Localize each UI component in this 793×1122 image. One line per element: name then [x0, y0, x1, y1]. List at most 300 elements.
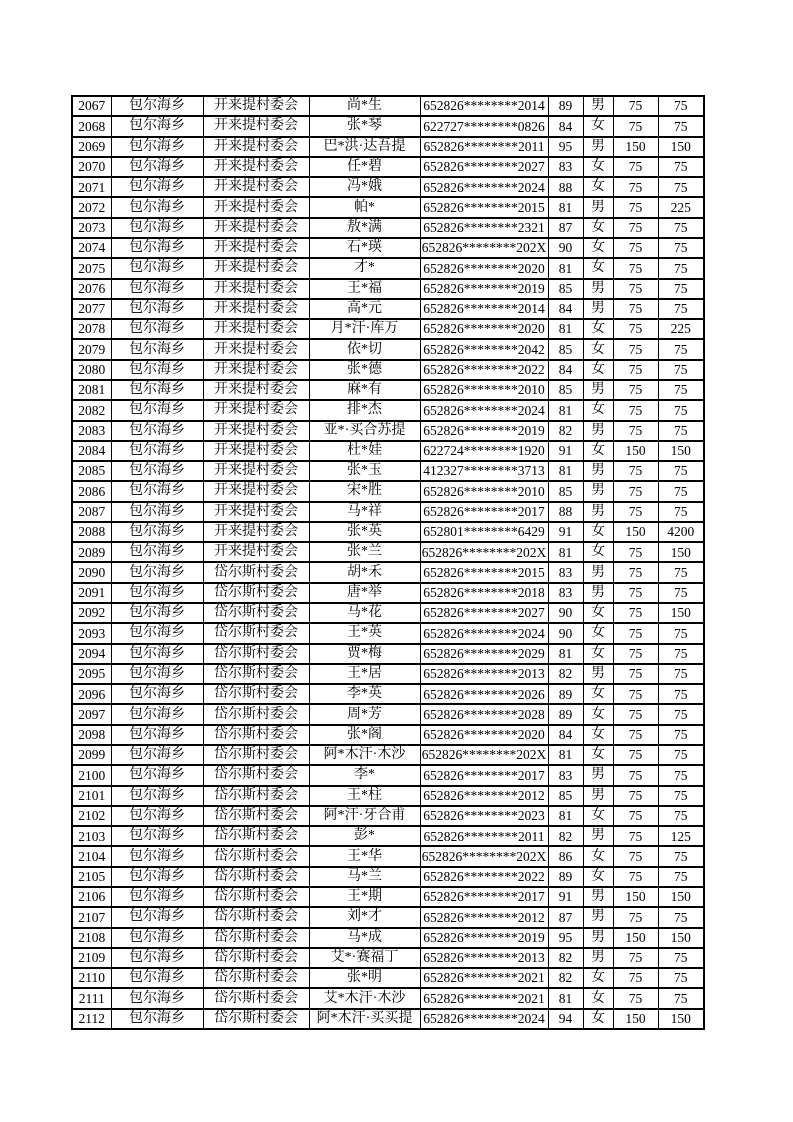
cell-amount-2: 125 [658, 826, 704, 846]
table-row [72, 806, 704, 826]
table-row [72, 238, 704, 258]
cell-amount-1: 75 [613, 684, 658, 704]
cell-amount-1: 75 [613, 96, 658, 116]
table-row [72, 684, 704, 704]
cell-gender: 女 [583, 157, 613, 177]
cell-amount-2: 75 [658, 461, 704, 481]
table-row [72, 96, 704, 116]
cell-township: 包尔海乡 [111, 765, 203, 785]
cell-seq: 2098 [72, 725, 111, 745]
cell-amount-1: 75 [613, 968, 658, 988]
cell-person-name: 李*英 [309, 684, 420, 704]
cell-id-number: 652826********2015 [420, 197, 548, 217]
cell-id-number: 652826********2020 [420, 319, 548, 339]
table-row [72, 116, 704, 136]
cell-seq: 2097 [72, 704, 111, 724]
cell-id-number: 652826********2012 [420, 907, 548, 927]
cell-village: 岱尔斯村委会 [203, 704, 309, 724]
cell-village: 开来提村委会 [203, 542, 309, 562]
cell-seq: 2076 [72, 279, 111, 299]
cell-village: 岱尔斯村委会 [203, 623, 309, 643]
table-row [72, 846, 704, 866]
cell-township: 包尔海乡 [111, 380, 203, 400]
cell-id-number: 652826********2020 [420, 258, 548, 278]
cell-township: 包尔海乡 [111, 360, 203, 380]
cell-amount-1: 75 [613, 258, 658, 278]
cell-amount-2: 75 [658, 238, 704, 258]
cell-amount-2: 75 [658, 96, 704, 116]
table-row [72, 360, 704, 380]
table-row [72, 542, 704, 562]
cell-village: 开来提村委会 [203, 502, 309, 522]
cell-amount-1: 75 [613, 339, 658, 359]
cell-amount-1: 150 [613, 441, 658, 461]
cell-gender: 女 [583, 258, 613, 278]
table-row [72, 218, 704, 238]
cell-township: 包尔海乡 [111, 421, 203, 441]
cell-age: 95 [548, 137, 583, 157]
cell-township: 包尔海乡 [111, 238, 203, 258]
table-row [72, 988, 704, 1008]
cell-seq: 2111 [72, 988, 111, 1008]
cell-person-name: 阿*汗·牙合甫 [309, 806, 420, 826]
cell-age: 81 [548, 745, 583, 765]
cell-seq: 2103 [72, 826, 111, 846]
cell-township: 包尔海乡 [111, 562, 203, 582]
cell-id-number: 652826********2024 [420, 400, 548, 420]
table-row [72, 562, 704, 582]
cell-village: 岱尔斯村委会 [203, 806, 309, 826]
cell-seq: 2092 [72, 603, 111, 623]
cell-gender: 男 [583, 887, 613, 907]
cell-township: 包尔海乡 [111, 1009, 203, 1029]
cell-gender: 女 [583, 400, 613, 420]
cell-person-name: 张*琴 [309, 116, 420, 136]
cell-amount-2: 75 [658, 623, 704, 643]
cell-seq: 2077 [72, 299, 111, 319]
cell-gender: 女 [583, 1009, 613, 1029]
cell-id-number: 652826********2010 [420, 481, 548, 501]
cell-age: 90 [548, 238, 583, 258]
cell-seq: 2099 [72, 745, 111, 765]
cell-seq: 2071 [72, 177, 111, 197]
cell-age: 84 [548, 116, 583, 136]
cell-village: 岱尔斯村委会 [203, 907, 309, 927]
table-row [72, 745, 704, 765]
cell-person-name: 阿*木汗·木沙 [309, 745, 420, 765]
cell-gender: 女 [583, 238, 613, 258]
cell-gender: 女 [583, 218, 613, 238]
cell-village: 开来提村委会 [203, 197, 309, 217]
cell-amount-1: 75 [613, 360, 658, 380]
cell-amount-2: 75 [658, 725, 704, 745]
table-row [72, 441, 704, 461]
cell-township: 包尔海乡 [111, 157, 203, 177]
cell-age: 89 [548, 684, 583, 704]
cell-age: 90 [548, 603, 583, 623]
cell-person-name: 彭* [309, 826, 420, 846]
cell-amount-1: 75 [613, 623, 658, 643]
cell-township: 包尔海乡 [111, 258, 203, 278]
cell-seq: 2104 [72, 846, 111, 866]
cell-village: 岱尔斯村委会 [203, 603, 309, 623]
cell-person-name: 任*碧 [309, 157, 420, 177]
cell-age: 81 [548, 319, 583, 339]
table-row [72, 421, 704, 441]
cell-village: 岱尔斯村委会 [203, 1009, 309, 1029]
cell-age: 88 [548, 177, 583, 197]
cell-township: 包尔海乡 [111, 745, 203, 765]
cell-seq: 2074 [72, 238, 111, 258]
cell-gender: 女 [583, 988, 613, 1008]
cell-person-name: 张*德 [309, 360, 420, 380]
cell-person-name: 才* [309, 258, 420, 278]
cell-township: 包尔海乡 [111, 826, 203, 846]
cell-gender: 女 [583, 623, 613, 643]
cell-gender: 男 [583, 279, 613, 299]
cell-amount-1: 75 [613, 461, 658, 481]
cell-amount-2: 75 [658, 867, 704, 887]
cell-amount-1: 75 [613, 157, 658, 177]
cell-seq: 2083 [72, 421, 111, 441]
cell-seq: 2084 [72, 441, 111, 461]
cell-amount-1: 75 [613, 400, 658, 420]
cell-id-number: 652826********2022 [420, 867, 548, 887]
cell-amount-2: 75 [658, 218, 704, 238]
cell-township: 包尔海乡 [111, 887, 203, 907]
cell-person-name: 刘*才 [309, 907, 420, 927]
cell-village: 开来提村委会 [203, 238, 309, 258]
cell-amount-2: 150 [658, 887, 704, 907]
cell-amount-1: 75 [613, 197, 658, 217]
cell-gender: 男 [583, 481, 613, 501]
cell-gender: 男 [583, 948, 613, 968]
cell-gender: 男 [583, 380, 613, 400]
cell-gender: 女 [583, 745, 613, 765]
cell-gender: 女 [583, 644, 613, 664]
cell-gender: 女 [583, 116, 613, 136]
cell-age: 94 [548, 1009, 583, 1029]
cell-person-name: 艾*木汗·木沙 [309, 988, 420, 1008]
cell-id-number: 652826********2023 [420, 806, 548, 826]
cell-village: 开来提村委会 [203, 258, 309, 278]
cell-amount-1: 75 [613, 583, 658, 603]
cell-id-number: 652826********2019 [420, 928, 548, 948]
cell-township: 包尔海乡 [111, 177, 203, 197]
cell-age: 82 [548, 826, 583, 846]
cell-amount-1: 75 [613, 319, 658, 339]
cell-amount-2: 75 [658, 745, 704, 765]
cell-township: 包尔海乡 [111, 400, 203, 420]
cell-person-name: 王*英 [309, 623, 420, 643]
cell-age: 89 [548, 704, 583, 724]
cell-person-name: 张*明 [309, 968, 420, 988]
cell-township: 包尔海乡 [111, 116, 203, 136]
cell-age: 81 [548, 461, 583, 481]
table-row [72, 948, 704, 968]
table-row [72, 826, 704, 846]
cell-amount-1: 75 [613, 704, 658, 724]
cell-township: 包尔海乡 [111, 502, 203, 522]
cell-id-number: 652826********2013 [420, 664, 548, 684]
cell-person-name: 张*英 [309, 522, 420, 542]
table-row [72, 299, 704, 319]
cell-gender: 男 [583, 928, 613, 948]
table-row [72, 623, 704, 643]
cell-age: 87 [548, 218, 583, 238]
cell-village: 岱尔斯村委会 [203, 644, 309, 664]
cell-gender: 男 [583, 96, 613, 116]
cell-id-number: 652826********2029 [420, 644, 548, 664]
cell-township: 包尔海乡 [111, 968, 203, 988]
cell-gender: 女 [583, 360, 613, 380]
cell-village: 开来提村委会 [203, 157, 309, 177]
cell-township: 包尔海乡 [111, 339, 203, 359]
cell-gender: 女 [583, 806, 613, 826]
cell-id-number: 652826********2017 [420, 887, 548, 907]
cell-seq: 2080 [72, 360, 111, 380]
cell-id-number: 652826********2027 [420, 603, 548, 623]
cell-village: 开来提村委会 [203, 421, 309, 441]
cell-amount-2: 75 [658, 299, 704, 319]
cell-age: 95 [548, 928, 583, 948]
cell-person-name: 麻*有 [309, 380, 420, 400]
table-row [72, 725, 704, 745]
cell-amount-2: 225 [658, 197, 704, 217]
cell-gender: 男 [583, 137, 613, 157]
cell-village: 开来提村委会 [203, 218, 309, 238]
cell-age: 81 [548, 197, 583, 217]
cell-seq: 2093 [72, 623, 111, 643]
cell-person-name: 张*阁 [309, 725, 420, 745]
cell-amount-1: 75 [613, 380, 658, 400]
cell-amount-1: 75 [613, 238, 658, 258]
cell-id-number: 622727********0826 [420, 116, 548, 136]
cell-amount-2: 75 [658, 177, 704, 197]
cell-amount-1: 75 [613, 299, 658, 319]
cell-seq: 2068 [72, 116, 111, 136]
table-row [72, 157, 704, 177]
cell-seq: 2089 [72, 542, 111, 562]
cell-amount-2: 150 [658, 542, 704, 562]
cell-gender: 女 [583, 522, 613, 542]
cell-id-number: 652826********2017 [420, 502, 548, 522]
cell-amount-1: 150 [613, 887, 658, 907]
cell-person-name: 马*祥 [309, 502, 420, 522]
cell-age: 83 [548, 157, 583, 177]
cell-amount-2: 75 [658, 360, 704, 380]
cell-amount-2: 75 [658, 988, 704, 1008]
cell-age: 85 [548, 481, 583, 501]
cell-age: 82 [548, 421, 583, 441]
cell-amount-1: 75 [613, 644, 658, 664]
cell-village: 开来提村委会 [203, 116, 309, 136]
cell-id-number: 652826********202X [420, 745, 548, 765]
cell-amount-2: 75 [658, 806, 704, 826]
table-row [72, 339, 704, 359]
cell-amount-2: 75 [658, 502, 704, 522]
cell-township: 包尔海乡 [111, 684, 203, 704]
cell-person-name: 马*兰 [309, 867, 420, 887]
cell-id-number: 652826********2011 [420, 137, 548, 157]
cell-age: 91 [548, 887, 583, 907]
cell-seq: 2070 [72, 157, 111, 177]
cell-amount-1: 75 [613, 725, 658, 745]
cell-village: 岱尔斯村委会 [203, 562, 309, 582]
cell-person-name: 张*玉 [309, 461, 420, 481]
cell-township: 包尔海乡 [111, 319, 203, 339]
cell-seq: 2086 [72, 481, 111, 501]
cell-gender: 女 [583, 968, 613, 988]
cell-township: 包尔海乡 [111, 907, 203, 927]
cell-person-name: 帕* [309, 197, 420, 217]
cell-person-name: 冯*娥 [309, 177, 420, 197]
table-row [72, 279, 704, 299]
cell-amount-1: 75 [613, 806, 658, 826]
cell-person-name: 排*杰 [309, 400, 420, 420]
cell-gender: 男 [583, 583, 613, 603]
cell-seq: 2094 [72, 644, 111, 664]
cell-village: 岱尔斯村委会 [203, 765, 309, 785]
cell-seq: 2078 [72, 319, 111, 339]
cell-gender: 女 [583, 846, 613, 866]
cell-person-name: 唐*举 [309, 583, 420, 603]
cell-village: 岱尔斯村委会 [203, 745, 309, 765]
cell-amount-2: 75 [658, 562, 704, 582]
cell-village: 开来提村委会 [203, 339, 309, 359]
table-row [72, 461, 704, 481]
cell-township: 包尔海乡 [111, 441, 203, 461]
cell-seq: 2091 [72, 583, 111, 603]
cell-person-name: 李* [309, 765, 420, 785]
cell-person-name: 王*柱 [309, 786, 420, 806]
cell-gender: 男 [583, 562, 613, 582]
cell-township: 包尔海乡 [111, 603, 203, 623]
cell-id-number: 652826********2019 [420, 421, 548, 441]
cell-gender: 女 [583, 441, 613, 461]
cell-seq: 2072 [72, 197, 111, 217]
cell-amount-2: 150 [658, 137, 704, 157]
cell-amount-1: 75 [613, 786, 658, 806]
cell-age: 91 [548, 441, 583, 461]
cell-amount-2: 75 [658, 279, 704, 299]
cell-village: 开来提村委会 [203, 522, 309, 542]
table-row [72, 664, 704, 684]
cell-amount-2: 75 [658, 704, 704, 724]
cell-id-number: 652826********2024 [420, 177, 548, 197]
cell-age: 83 [548, 583, 583, 603]
table-row [72, 583, 704, 603]
table-row [72, 887, 704, 907]
cell-seq: 2090 [72, 562, 111, 582]
cell-id-number: 652826********202X [420, 238, 548, 258]
cell-age: 84 [548, 299, 583, 319]
cell-amount-2: 75 [658, 765, 704, 785]
cell-amount-1: 75 [613, 988, 658, 1008]
cell-seq: 2101 [72, 786, 111, 806]
cell-id-number: 412327********3713 [420, 461, 548, 481]
cell-id-number: 652826********2011 [420, 826, 548, 846]
cell-person-name: 周*芳 [309, 704, 420, 724]
cell-age: 82 [548, 968, 583, 988]
cell-amount-2: 75 [658, 116, 704, 136]
cell-amount-1: 75 [613, 218, 658, 238]
cell-village: 开来提村委会 [203, 299, 309, 319]
cell-amount-1: 75 [613, 907, 658, 927]
table-row [72, 867, 704, 887]
cell-village: 开来提村委会 [203, 279, 309, 299]
cell-amount-1: 75 [613, 867, 658, 887]
cell-person-name: 月*汗·库万 [309, 319, 420, 339]
cell-person-name: 杜*娃 [309, 441, 420, 461]
cell-id-number: 652826********2027 [420, 157, 548, 177]
cell-id-number: 652826********2026 [420, 684, 548, 704]
cell-age: 82 [548, 948, 583, 968]
cell-village: 开来提村委会 [203, 319, 309, 339]
cell-person-name: 张*兰 [309, 542, 420, 562]
cell-seq: 2073 [72, 218, 111, 238]
cell-village: 开来提村委会 [203, 177, 309, 197]
cell-age: 81 [548, 988, 583, 1008]
cell-id-number: 652826********2014 [420, 299, 548, 319]
cell-township: 包尔海乡 [111, 806, 203, 826]
table-row [72, 765, 704, 785]
cell-gender: 女 [583, 704, 613, 724]
cell-age: 83 [548, 562, 583, 582]
cell-seq: 2067 [72, 96, 111, 116]
cell-township: 包尔海乡 [111, 725, 203, 745]
table-row [72, 400, 704, 420]
cell-id-number: 652826********2010 [420, 380, 548, 400]
cell-amount-2: 225 [658, 319, 704, 339]
cell-seq: 2105 [72, 867, 111, 887]
cell-person-name: 贾*梅 [309, 644, 420, 664]
cell-person-name: 尚*生 [309, 96, 420, 116]
cell-village: 开来提村委会 [203, 400, 309, 420]
cell-village: 岱尔斯村委会 [203, 583, 309, 603]
cell-village: 开来提村委会 [203, 481, 309, 501]
cell-gender: 女 [583, 867, 613, 887]
cell-seq: 2081 [72, 380, 111, 400]
cell-village: 开来提村委会 [203, 137, 309, 157]
cell-age: 84 [548, 725, 583, 745]
cell-age: 85 [548, 786, 583, 806]
cell-person-name: 高*元 [309, 299, 420, 319]
cell-seq: 2075 [72, 258, 111, 278]
table-row [72, 481, 704, 501]
cell-seq: 2107 [72, 907, 111, 927]
cell-township: 包尔海乡 [111, 461, 203, 481]
cell-village: 岱尔斯村委会 [203, 684, 309, 704]
cell-person-name: 艾*·赛福丁 [309, 948, 420, 968]
cell-id-number: 652826********2042 [420, 339, 548, 359]
cell-township: 包尔海乡 [111, 299, 203, 319]
table-row [72, 786, 704, 806]
cell-amount-1: 75 [613, 542, 658, 562]
cell-seq: 2069 [72, 137, 111, 157]
cell-township: 包尔海乡 [111, 522, 203, 542]
cell-gender: 女 [583, 725, 613, 745]
cell-township: 包尔海乡 [111, 867, 203, 887]
cell-amount-1: 75 [613, 603, 658, 623]
cell-id-number: 652826********2024 [420, 623, 548, 643]
cell-age: 85 [548, 279, 583, 299]
cell-township: 包尔海乡 [111, 197, 203, 217]
cell-age: 81 [548, 542, 583, 562]
cell-id-number: 652826********2021 [420, 968, 548, 988]
cell-township: 包尔海乡 [111, 928, 203, 948]
cell-id-number: 652826********2024 [420, 1009, 548, 1029]
